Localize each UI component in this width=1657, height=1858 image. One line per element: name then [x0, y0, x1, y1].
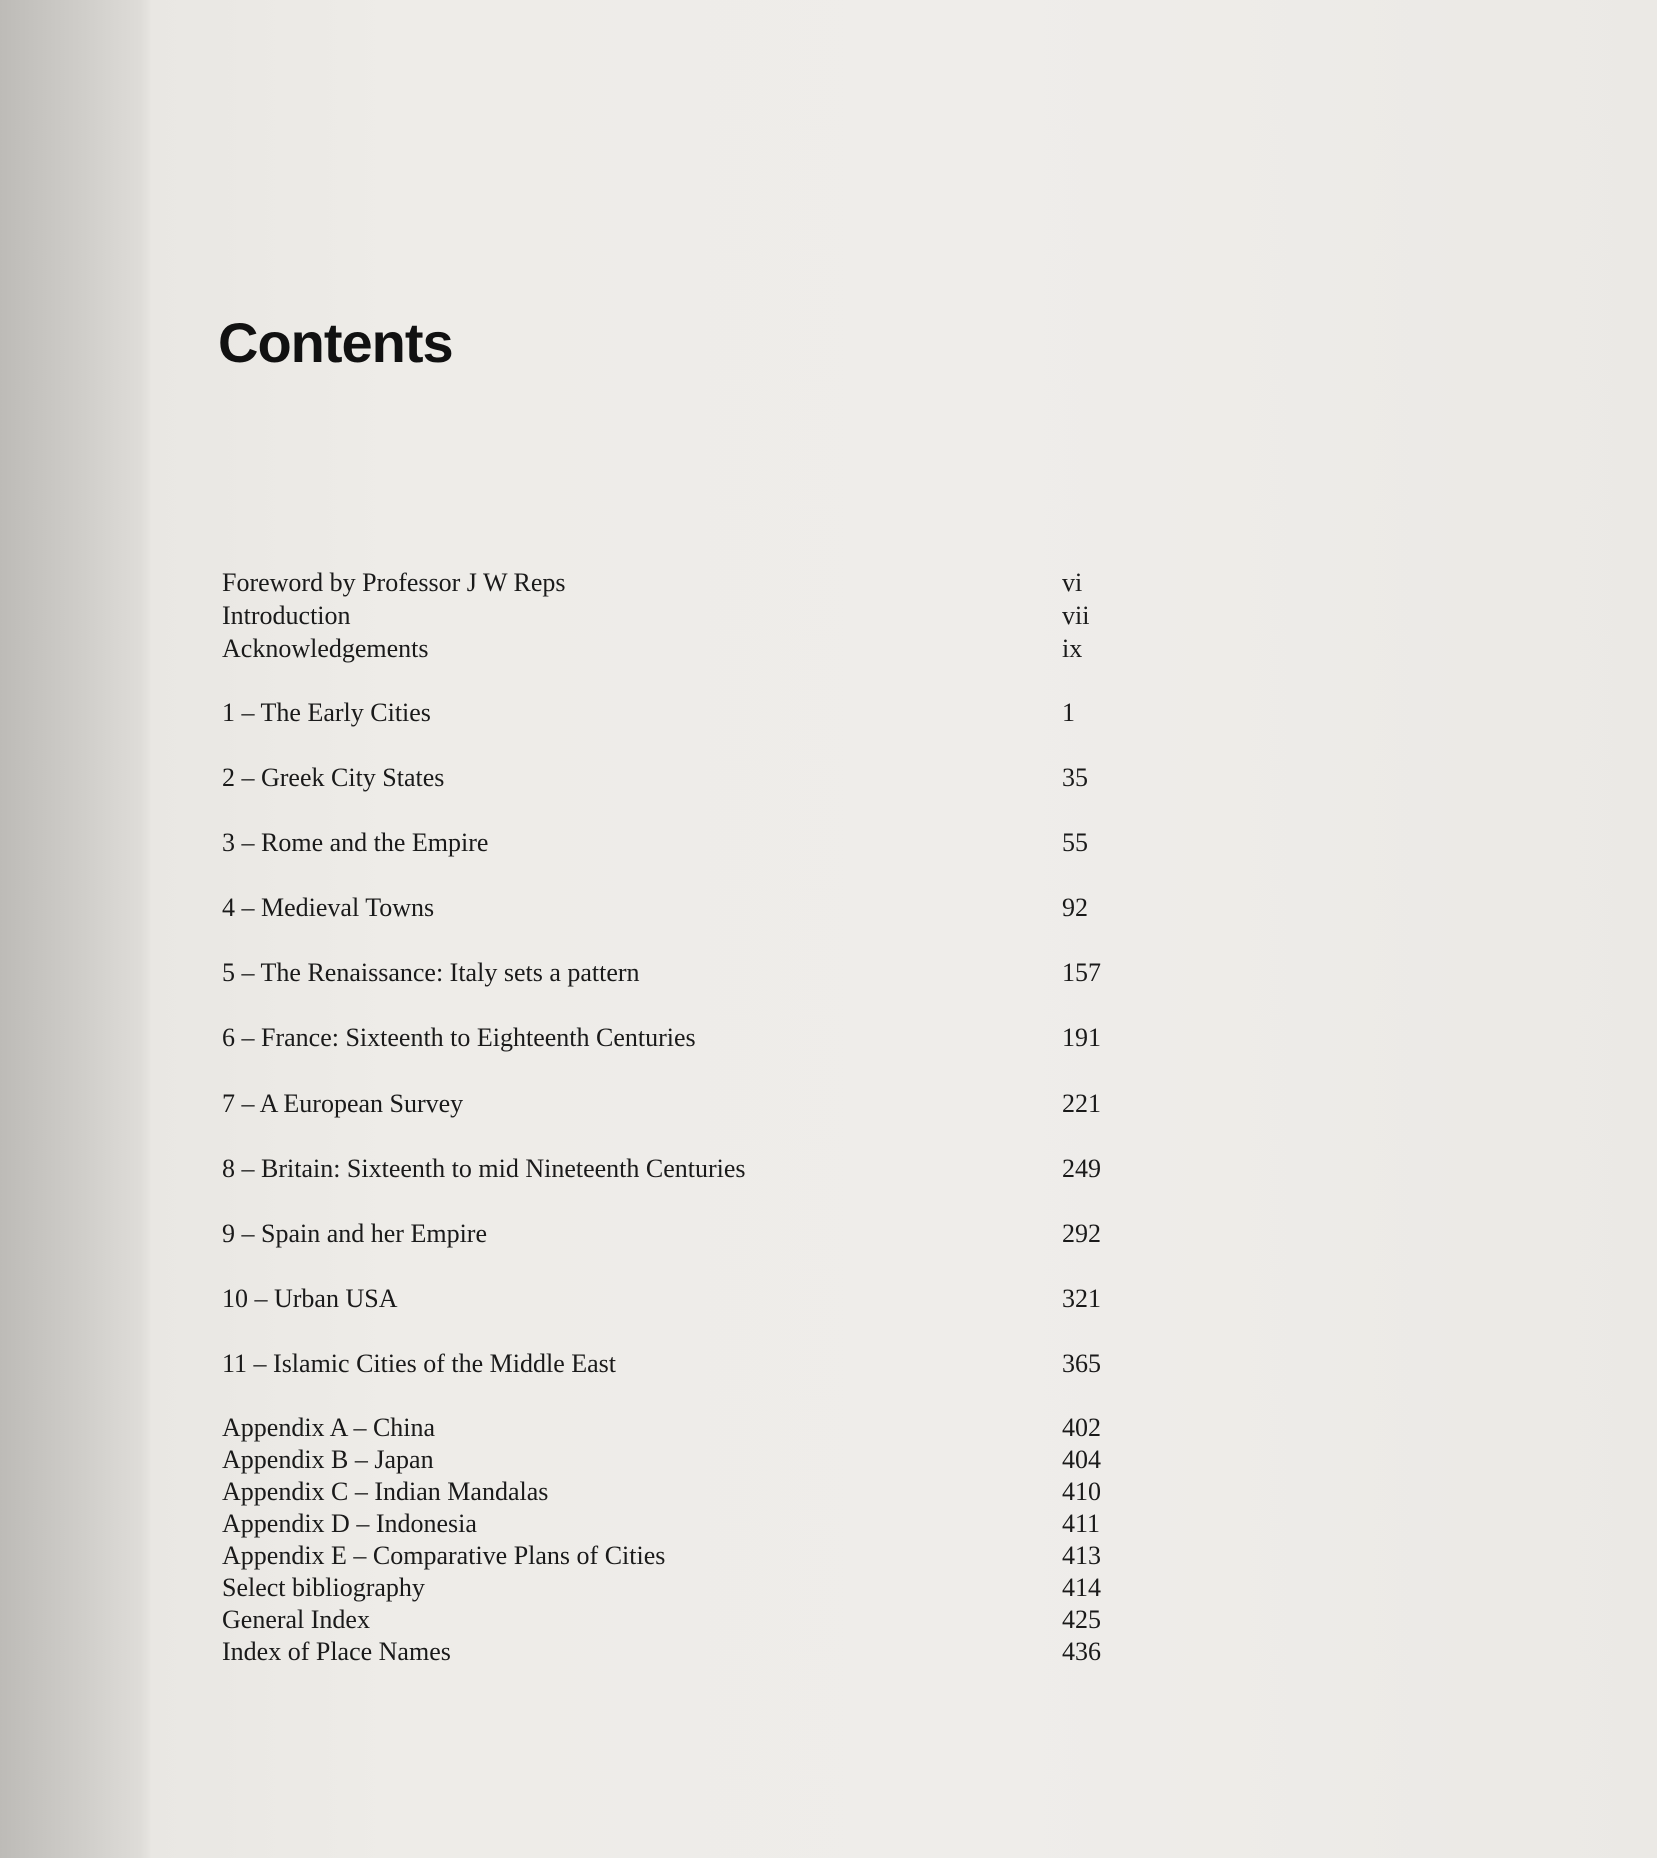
toc-entry-introduction — [222, 601, 1122, 633]
toc-entry-appendix-e — [222, 1541, 1122, 1573]
toc-entry-bibliography — [222, 1573, 1122, 1605]
toc-entry-label: Foreword by Professor J W Reps — [222, 568, 566, 597]
toc-entry-label: Appendix E – Comparative Plans of Cities — [222, 1541, 666, 1570]
toc-entry-page: 436 — [1062, 1637, 1101, 1666]
book-spine-shadow — [0, 0, 150, 1858]
toc-entry-page: 92 — [1062, 893, 1088, 922]
toc-entry-page: 55 — [1062, 828, 1088, 857]
toc-entry-page: vii — [1062, 601, 1090, 630]
toc-entry-label: Select bibliography — [222, 1573, 425, 1602]
table-of-contents — [222, 0, 1142, 1858]
toc-entry-general-index — [222, 1605, 1122, 1637]
toc-entry-page: vi — [1062, 568, 1083, 597]
toc-entry-index-place-names — [222, 1637, 1122, 1669]
toc-entry-chapter-8 — [222, 1154, 1122, 1186]
toc-entry-page: 411 — [1062, 1509, 1101, 1538]
toc-entry-page: 402 — [1062, 1413, 1101, 1442]
toc-entry-label: 8 – Britain: Sixteenth to mid Nineteenth Centuries — [222, 1154, 746, 1183]
toc-entry-chapter-6 — [222, 1023, 1122, 1055]
toc-entry-label: Acknowledgements — [222, 634, 429, 663]
toc-entry-label: Index of Place Names — [222, 1637, 451, 1666]
toc-entry-label: 2 – Greek City States — [222, 763, 445, 792]
toc-entry-chapter-1 — [222, 698, 1122, 730]
toc-entry-appendix-c — [222, 1477, 1122, 1509]
toc-entry-chapter-3 — [222, 828, 1122, 860]
toc-entry-page: 35 — [1062, 763, 1088, 792]
toc-entry-page: 249 — [1062, 1154, 1101, 1183]
toc-entry-page: 292 — [1062, 1219, 1101, 1248]
toc-entry-label: Appendix D – Indonesia — [222, 1509, 477, 1538]
toc-entry-label: Introduction — [222, 601, 351, 630]
toc-entry-label: Appendix B – Japan — [222, 1445, 434, 1474]
toc-entry-label: 7 – A European Survey — [222, 1089, 464, 1118]
toc-entry-chapter-2 — [222, 763, 1122, 795]
toc-entry-label: Appendix A – China — [222, 1413, 436, 1442]
toc-entry-page: 414 — [1062, 1573, 1101, 1602]
toc-entry-page: 413 — [1062, 1541, 1101, 1570]
toc-entry-appendix-d — [222, 1509, 1122, 1541]
toc-entry-page: 410 — [1062, 1477, 1101, 1506]
toc-entry-label: 11 – Islamic Cities of the Middle East — [222, 1349, 617, 1378]
toc-entry-page: 221 — [1062, 1089, 1101, 1118]
toc-entry-page: 425 — [1062, 1605, 1101, 1634]
toc-entry-chapter-9 — [222, 1219, 1122, 1251]
contents-heading: Contents — [218, 311, 453, 374]
toc-entry-page: 321 — [1062, 1284, 1101, 1313]
toc-entry-label: 3 – Rome and the Empire — [222, 828, 489, 857]
toc-entry-label: 4 – Medieval Towns — [222, 893, 435, 922]
toc-entry-label: General Index — [222, 1605, 370, 1634]
toc-entry-chapter-11 — [222, 1349, 1122, 1381]
toc-entry-label: Appendix C – Indian Mandalas — [222, 1477, 549, 1506]
toc-entry-foreword — [222, 568, 1122, 600]
toc-entry-appendix-a — [222, 1413, 1122, 1445]
toc-entry-page: 191 — [1062, 1023, 1101, 1052]
toc-entry-label: 10 – Urban USA — [222, 1284, 398, 1313]
toc-entry-page: 157 — [1062, 958, 1101, 987]
toc-entry-appendix-b — [222, 1445, 1122, 1477]
toc-entry-chapter-10 — [222, 1284, 1122, 1316]
toc-entry-label: 5 – The Renaissance: Italy sets a pattern — [222, 958, 640, 987]
toc-entry-chapter-5 — [222, 958, 1122, 990]
toc-entry-chapter-4 — [222, 893, 1122, 925]
toc-entry-label: 9 – Spain and her Empire — [222, 1219, 487, 1248]
toc-entry-label: 1 – The Early Cities — [222, 698, 431, 727]
toc-entry-page: 365 — [1062, 1349, 1101, 1378]
toc-entry-page: ix — [1062, 634, 1083, 663]
toc-entry-label: 6 – France: Sixteenth to Eighteenth Centuries — [222, 1023, 696, 1052]
toc-entry-chapter-7 — [222, 1089, 1122, 1121]
toc-entry-page: 404 — [1062, 1445, 1101, 1474]
toc-entry-page: 1 — [1062, 698, 1075, 727]
toc-entry-acknowledgements — [222, 634, 1122, 666]
